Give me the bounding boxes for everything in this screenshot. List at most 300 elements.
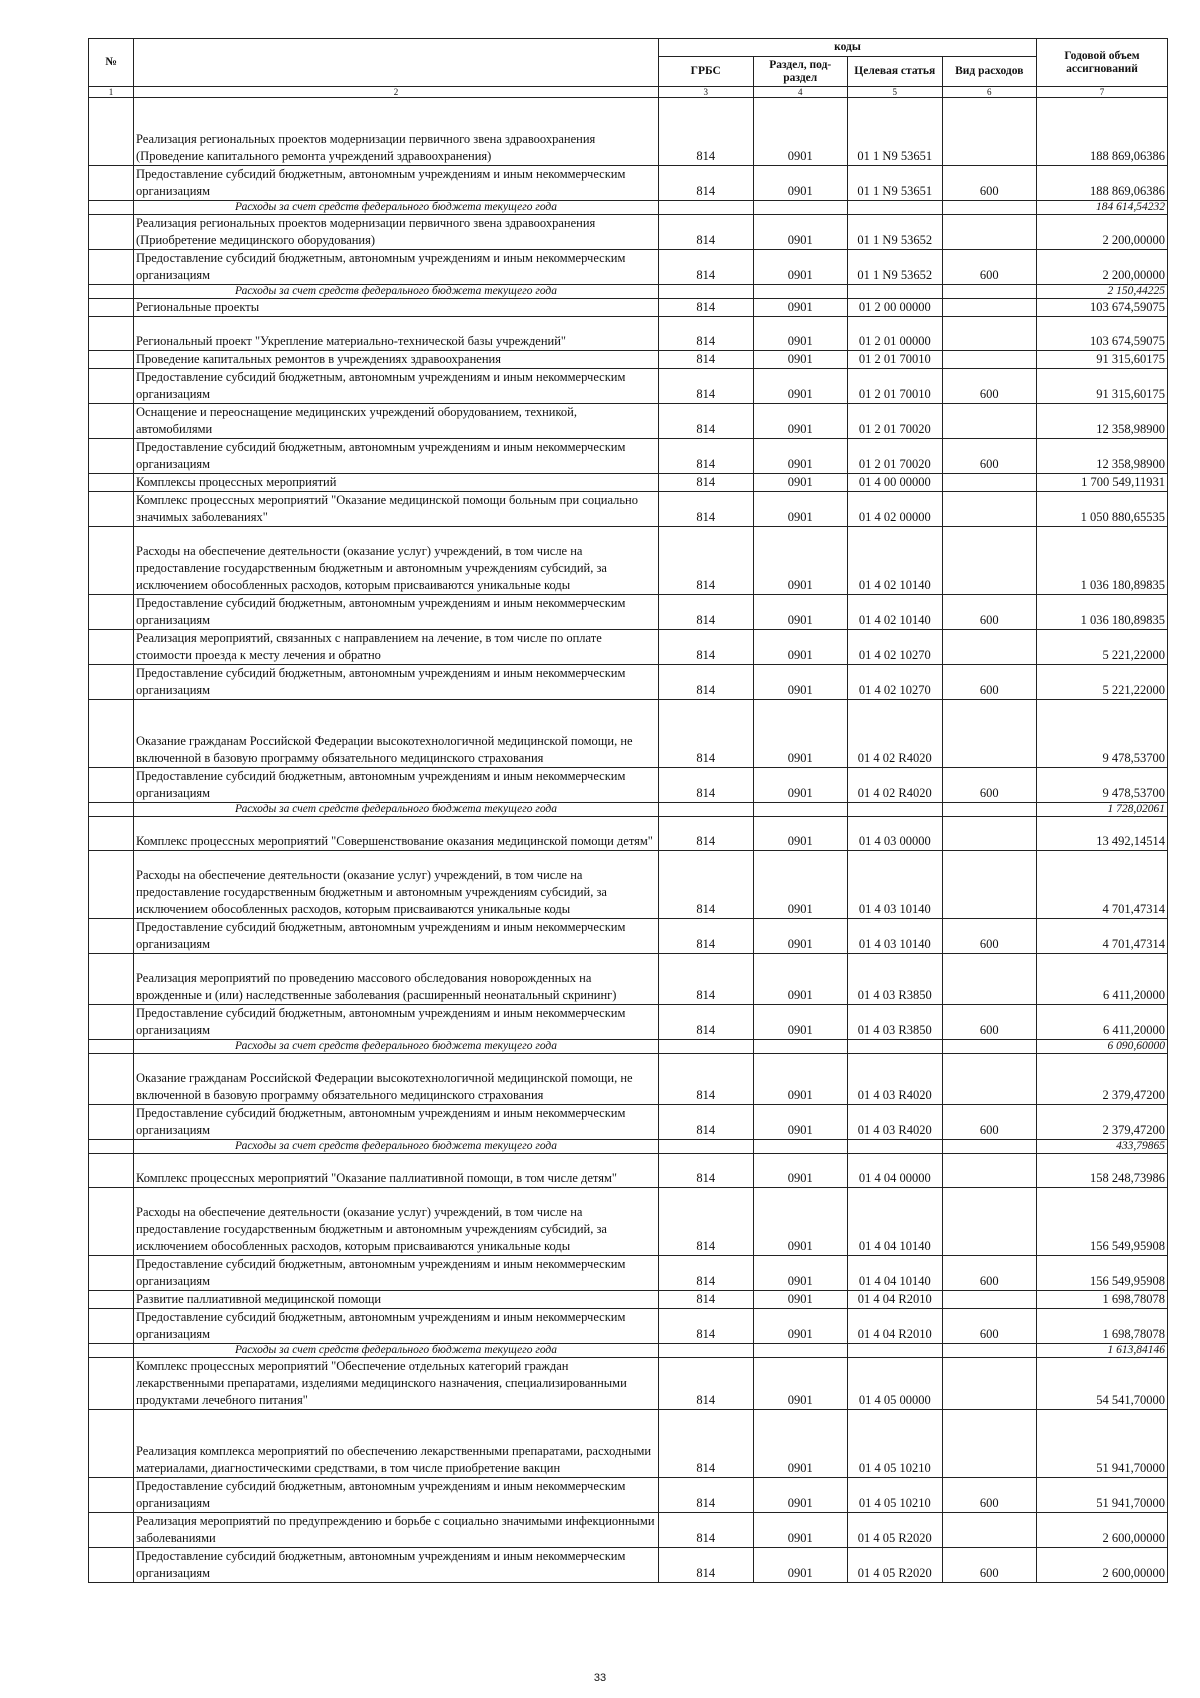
row-type-cell	[942, 954, 1037, 1005]
row-amount-cell: 156 549,95908	[1037, 1256, 1168, 1291]
row-grbs-cell: 814	[659, 369, 754, 404]
row-amount-cell: 1 613,84146	[1037, 1344, 1168, 1358]
row-target-cell: 01 4 04 00000	[848, 1154, 943, 1188]
row-type-cell	[942, 492, 1037, 527]
row-amount-cell: 2 600,00000	[1037, 1513, 1168, 1548]
row-section-cell: 0901	[753, 1309, 848, 1344]
table-row	[89, 1291, 1168, 1309]
row-grbs-cell: 814	[659, 1410, 754, 1478]
col-num-6: 6	[942, 87, 1037, 98]
row-number-cell	[89, 1410, 134, 1478]
row-section-cell: 0901	[753, 474, 848, 492]
row-target-cell: 01 4 02 10270	[848, 665, 943, 700]
row-section-cell	[753, 1344, 848, 1358]
row-target-cell: 01 4 03 R4020	[848, 1054, 943, 1105]
row-amount-cell: 2 200,00000	[1037, 250, 1168, 285]
header-num: №	[89, 39, 134, 87]
row-grbs-cell: 814	[659, 630, 754, 665]
row-number-cell	[89, 474, 134, 492]
row-grbs-cell	[659, 201, 754, 215]
row-number-cell	[89, 803, 134, 817]
row-grbs-cell	[659, 1140, 754, 1154]
row-target-cell: 01 2 01 70020	[848, 439, 943, 474]
row-section-cell: 0901	[753, 768, 848, 803]
row-amount-cell: 5 221,22000	[1037, 665, 1168, 700]
row-name-cell: Расходы за счет средств федерального бюджета текущего года	[134, 803, 659, 817]
table-row	[89, 1256, 1168, 1291]
header-type: Вид расходов	[942, 57, 1037, 87]
row-type-cell: 600	[942, 768, 1037, 803]
row-target-cell	[848, 803, 943, 817]
row-amount-cell: 188 869,06386	[1037, 166, 1168, 201]
row-type-cell	[942, 1040, 1037, 1054]
col-num-1: 1	[89, 87, 134, 98]
row-name-cell: Расходы за счет средств федерального бюджета текущего года	[134, 1140, 659, 1154]
row-type-cell	[942, 474, 1037, 492]
table-row	[89, 595, 1168, 630]
row-name-cell: Расходы на обеспечение деятельности (оказание услуг) учреждений, в том числе на предоставление государственным бюджетным и автономным учреждениям субсидий, за исключением обособленных расходов, которым присваиваются уникальные коды	[134, 851, 659, 919]
row-target-cell	[848, 285, 943, 299]
table-row	[89, 700, 1168, 768]
row-section-cell: 0901	[753, 1054, 848, 1105]
row-name-cell: Реализация мероприятий по проведению массового обследования новорожденных на врожденные и (или) наследственные заболевания (расширенный неонатальный скрининг)	[134, 954, 659, 1005]
row-grbs-cell: 814	[659, 1309, 754, 1344]
row-amount-cell: 6 090,60000	[1037, 1040, 1168, 1054]
header-name-blank	[134, 39, 659, 87]
table-row	[89, 439, 1168, 474]
row-grbs-cell: 814	[659, 1291, 754, 1309]
row-number-cell	[89, 215, 134, 250]
row-grbs-cell: 814	[659, 492, 754, 527]
col-num-3: 3	[659, 87, 754, 98]
row-amount-cell: 5 221,22000	[1037, 630, 1168, 665]
col-num-5: 5	[848, 87, 943, 98]
row-target-cell: 01 4 03 10140	[848, 919, 943, 954]
budget-table	[88, 38, 1168, 1583]
row-target-cell: 01 1 N9 53652	[848, 215, 943, 250]
row-name-cell: Предоставление субсидий бюджетным, автономным учреждениям и иным некоммерческим организациям	[134, 369, 659, 404]
row-grbs-cell: 814	[659, 299, 754, 317]
row-section-cell	[753, 201, 848, 215]
row-number-cell	[89, 1548, 134, 1583]
row-type-cell: 600	[942, 1105, 1037, 1140]
row-type-cell	[942, 817, 1037, 851]
row-amount-cell: 1 698,78078	[1037, 1309, 1168, 1344]
row-grbs-cell	[659, 803, 754, 817]
row-name-cell: Предоставление субсидий бюджетным, автономным учреждениям и иным некоммерческим организациям	[134, 1256, 659, 1291]
federal-budget-row	[89, 1040, 1168, 1054]
header-grbs: ГРБС	[659, 57, 754, 87]
row-section-cell: 0901	[753, 851, 848, 919]
row-section-cell: 0901	[753, 1358, 848, 1410]
row-section-cell	[753, 1040, 848, 1054]
row-number-cell	[89, 768, 134, 803]
table-row	[89, 665, 1168, 700]
row-grbs-cell: 814	[659, 1188, 754, 1256]
row-grbs-cell: 814	[659, 98, 754, 166]
row-section-cell: 0901	[753, 1256, 848, 1291]
table-row	[89, 1513, 1168, 1548]
row-name-cell: Предоставление субсидий бюджетным, автономным учреждениям и иным некоммерческим организациям	[134, 1309, 659, 1344]
table-row	[89, 250, 1168, 285]
table-row	[89, 1478, 1168, 1513]
row-type-cell: 600	[942, 250, 1037, 285]
row-grbs-cell: 814	[659, 250, 754, 285]
row-number-cell	[89, 851, 134, 919]
row-name-cell: Реализация комплекса мероприятий по обеспечению лекарственными препаратами, расходными материалами, диагностическими средствами, в том числе приобретение вакцин	[134, 1410, 659, 1478]
row-section-cell: 0901	[753, 817, 848, 851]
row-target-cell: 01 4 02 R4020	[848, 768, 943, 803]
row-name-cell: Предоставление субсидий бюджетным, автономным учреждениям и иным некоммерческим организациям	[134, 1005, 659, 1040]
row-type-cell: 600	[942, 439, 1037, 474]
row-type-cell: 600	[942, 1548, 1037, 1583]
row-number-cell	[89, 317, 134, 351]
row-number-cell	[89, 299, 134, 317]
row-type-cell	[942, 351, 1037, 369]
row-type-cell: 600	[942, 369, 1037, 404]
row-section-cell: 0901	[753, 1154, 848, 1188]
row-name-cell: Предоставление субсидий бюджетным, автономным учреждениям и иным некоммерческим организациям	[134, 1105, 659, 1140]
row-amount-cell: 433,79865	[1037, 1140, 1168, 1154]
row-amount-cell: 184 614,54232	[1037, 201, 1168, 215]
row-section-cell: 0901	[753, 492, 848, 527]
row-amount-cell: 2 379,47200	[1037, 1105, 1168, 1140]
row-name-cell: Расходы за счет средств федерального бюджета текущего года	[134, 1040, 659, 1054]
row-section-cell: 0901	[753, 665, 848, 700]
row-name-cell: Предоставление субсидий бюджетным, автономным учреждениям и иным некоммерческим организациям	[134, 1548, 659, 1583]
row-name-cell: Предоставление субсидий бюджетным, автономным учреждениям и иным некоммерческим организациям	[134, 595, 659, 630]
row-target-cell: 01 4 05 10210	[848, 1410, 943, 1478]
row-number-cell	[89, 201, 134, 215]
row-amount-cell: 1 036 180,89835	[1037, 595, 1168, 630]
row-section-cell: 0901	[753, 1513, 848, 1548]
row-target-cell: 01 4 05 10210	[848, 1478, 943, 1513]
table-row	[89, 1005, 1168, 1040]
row-amount-cell: 103 674,59075	[1037, 317, 1168, 351]
row-grbs-cell: 814	[659, 317, 754, 351]
federal-budget-row	[89, 1140, 1168, 1154]
row-target-cell: 01 4 04 10140	[848, 1256, 943, 1291]
row-section-cell: 0901	[753, 439, 848, 474]
row-grbs-cell: 814	[659, 1005, 754, 1040]
row-grbs-cell: 814	[659, 1478, 754, 1513]
table-row	[89, 1548, 1168, 1583]
table-row	[89, 299, 1168, 317]
row-section-cell: 0901	[753, 1291, 848, 1309]
row-section-cell: 0901	[753, 700, 848, 768]
row-grbs-cell: 814	[659, 1054, 754, 1105]
row-number-cell	[89, 1256, 134, 1291]
row-name-cell: Реализация региональных проектов модернизации первичного звена здравоохранения (Проведение капитального ремонта учреждений здравоохранения)	[134, 98, 659, 166]
row-target-cell: 01 1 N9 53652	[848, 250, 943, 285]
table-row	[89, 1358, 1168, 1410]
row-name-cell: Развитие паллиативной медицинской помощи	[134, 1291, 659, 1309]
row-section-cell: 0901	[753, 1548, 848, 1583]
row-name-cell: Реализация мероприятий, связанных с направлением на лечение, в том числе по оплате стоимости проезда к месту лечения и обратно	[134, 630, 659, 665]
row-number-cell	[89, 250, 134, 285]
table-row	[89, 1054, 1168, 1105]
row-type-cell	[942, 1154, 1037, 1188]
header-section: Раздел, под-раздел	[753, 57, 848, 87]
row-section-cell: 0901	[753, 954, 848, 1005]
row-grbs-cell: 814	[659, 166, 754, 201]
row-amount-cell: 91 315,60175	[1037, 369, 1168, 404]
table-row	[89, 317, 1168, 351]
row-amount-cell: 103 674,59075	[1037, 299, 1168, 317]
table-row	[89, 919, 1168, 954]
row-grbs-cell	[659, 285, 754, 299]
federal-budget-row	[89, 285, 1168, 299]
row-number-cell	[89, 1005, 134, 1040]
row-number-cell	[89, 492, 134, 527]
row-grbs-cell: 814	[659, 215, 754, 250]
row-number-cell	[89, 1309, 134, 1344]
row-name-cell: Расходы на обеспечение деятельности (оказание услуг) учреждений, в том числе на предоставление государственным бюджетным и автономным учреждениям субсидий, за исключением обособленных расходов, которым присваиваются уникальные коды	[134, 1188, 659, 1256]
row-amount-cell: 91 315,60175	[1037, 351, 1168, 369]
row-target-cell: 01 1 N9 53651	[848, 98, 943, 166]
row-target-cell	[848, 1140, 943, 1154]
row-grbs-cell: 814	[659, 1256, 754, 1291]
row-grbs-cell: 814	[659, 700, 754, 768]
row-amount-cell: 2 150,44225	[1037, 285, 1168, 299]
row-section-cell: 0901	[753, 351, 848, 369]
row-name-cell: Проведение капитальных ремонтов в учреждениях здравоохранения	[134, 351, 659, 369]
row-section-cell: 0901	[753, 250, 848, 285]
row-target-cell: 01 4 02 10140	[848, 527, 943, 595]
row-number-cell	[89, 630, 134, 665]
row-number-cell	[89, 1291, 134, 1309]
table-row	[89, 851, 1168, 919]
table-row	[89, 1188, 1168, 1256]
row-section-cell: 0901	[753, 98, 848, 166]
row-grbs-cell: 814	[659, 351, 754, 369]
row-type-cell: 600	[942, 1256, 1037, 1291]
page-number: 33	[593, 1672, 607, 1684]
budget-table-body	[89, 39, 1168, 1583]
row-number-cell	[89, 665, 134, 700]
row-amount-cell: 51 941,70000	[1037, 1410, 1168, 1478]
row-number-cell	[89, 439, 134, 474]
row-type-cell	[942, 1188, 1037, 1256]
row-target-cell: 01 4 04 10140	[848, 1188, 943, 1256]
federal-budget-row	[89, 803, 1168, 817]
row-amount-cell: 12 358,98900	[1037, 439, 1168, 474]
row-section-cell: 0901	[753, 919, 848, 954]
row-target-cell: 01 4 02 10140	[848, 595, 943, 630]
row-type-cell	[942, 1344, 1037, 1358]
row-number-cell	[89, 1154, 134, 1188]
table-row	[89, 768, 1168, 803]
row-type-cell	[942, 803, 1037, 817]
row-grbs-cell: 814	[659, 665, 754, 700]
row-name-cell: Предоставление субсидий бюджетным, автономным учреждениям и иным некоммерческим организациям	[134, 439, 659, 474]
row-target-cell	[848, 1344, 943, 1358]
row-target-cell	[848, 201, 943, 215]
row-name-cell: Комплекс процессных мероприятий "Обеспечение отдельных категорий граждан лекарственными препаратами, изделиями медицинского назначения, специализированными продуктами лечебного питания"	[134, 1358, 659, 1410]
row-name-cell: Региональный проект "Укрепление материально-технической базы учреждений"	[134, 317, 659, 351]
row-name-cell: Расходы за счет средств федерального бюджета текущего года	[134, 285, 659, 299]
row-name-cell: Реализация региональных проектов модернизации первичного звена здравоохранения (Приобретение медицинского оборудования)	[134, 215, 659, 250]
row-grbs-cell: 814	[659, 817, 754, 851]
row-amount-cell: 1 698,78078	[1037, 1291, 1168, 1309]
row-section-cell: 0901	[753, 369, 848, 404]
row-type-cell	[942, 1410, 1037, 1478]
row-target-cell: 01 2 01 70020	[848, 404, 943, 439]
row-number-cell	[89, 1344, 134, 1358]
row-amount-cell: 4 701,47314	[1037, 919, 1168, 954]
row-section-cell: 0901	[753, 1005, 848, 1040]
row-name-cell: Предоставление субсидий бюджетным, автономным учреждениям и иным некоммерческим организациям	[134, 665, 659, 700]
row-grbs-cell: 814	[659, 919, 754, 954]
row-target-cell: 01 4 02 10270	[848, 630, 943, 665]
row-number-cell	[89, 700, 134, 768]
row-grbs-cell: 814	[659, 474, 754, 492]
row-name-cell: Комплексы процессных мероприятий	[134, 474, 659, 492]
row-target-cell: 01 4 05 R2020	[848, 1548, 943, 1583]
row-number-cell	[89, 919, 134, 954]
table-row	[89, 98, 1168, 166]
row-grbs-cell	[659, 1344, 754, 1358]
row-section-cell: 0901	[753, 299, 848, 317]
row-type-cell: 600	[942, 665, 1037, 700]
row-name-cell: Комплекс процессных мероприятий "Оказание медицинской помощи больным при социально значимых заболеваниях"	[134, 492, 659, 527]
table-row	[89, 166, 1168, 201]
row-grbs-cell: 814	[659, 851, 754, 919]
row-number-cell	[89, 1188, 134, 1256]
row-type-cell	[942, 851, 1037, 919]
row-number-cell	[89, 1358, 134, 1410]
row-target-cell: 01 2 01 70010	[848, 369, 943, 404]
row-amount-cell: 2 200,00000	[1037, 215, 1168, 250]
row-grbs-cell: 814	[659, 1154, 754, 1188]
row-target-cell: 01 2 00 00000	[848, 299, 943, 317]
row-target-cell: 01 4 05 00000	[848, 1358, 943, 1410]
row-amount-cell: 9 478,53700	[1037, 700, 1168, 768]
row-name-cell: Предоставление субсидий бюджетным, автономным учреждениям и иным некоммерческим организациям	[134, 250, 659, 285]
table-row	[89, 1410, 1168, 1478]
row-number-cell	[89, 1140, 134, 1154]
row-section-cell: 0901	[753, 527, 848, 595]
row-section-cell: 0901	[753, 317, 848, 351]
col-num-4: 4	[753, 87, 848, 98]
row-amount-cell: 158 248,73986	[1037, 1154, 1168, 1188]
row-target-cell: 01 4 03 R3850	[848, 1005, 943, 1040]
row-target-cell: 01 2 01 70010	[848, 351, 943, 369]
row-amount-cell: 6 411,20000	[1037, 954, 1168, 1005]
table-row	[89, 527, 1168, 595]
row-amount-cell: 13 492,14514	[1037, 817, 1168, 851]
row-number-cell	[89, 1513, 134, 1548]
row-grbs-cell: 814	[659, 527, 754, 595]
col-num-2: 2	[134, 87, 659, 98]
row-type-cell	[942, 299, 1037, 317]
row-name-cell: Оснащение и переоснащение медицинских учреждений оборудованием, техникой, автомобилями	[134, 404, 659, 439]
table-row	[89, 817, 1168, 851]
row-number-cell	[89, 351, 134, 369]
row-grbs-cell: 814	[659, 954, 754, 1005]
row-number-cell	[89, 954, 134, 1005]
row-name-cell: Предоставление субсидий бюджетным, автономным учреждениям и иным некоммерческим организациям	[134, 919, 659, 954]
row-section-cell: 0901	[753, 1188, 848, 1256]
row-number-cell	[89, 166, 134, 201]
row-target-cell: 01 2 01 00000	[848, 317, 943, 351]
row-type-cell	[942, 1291, 1037, 1309]
row-number-cell	[89, 595, 134, 630]
row-target-cell: 01 4 02 00000	[848, 492, 943, 527]
row-target-cell: 01 4 03 00000	[848, 817, 943, 851]
row-name-cell: Предоставление субсидий бюджетным, автономным учреждениям и иным некоммерческим организациям	[134, 166, 659, 201]
row-amount-cell: 2 600,00000	[1037, 1548, 1168, 1583]
row-type-cell: 600	[942, 1005, 1037, 1040]
row-grbs-cell: 814	[659, 404, 754, 439]
table-row	[89, 369, 1168, 404]
row-type-cell	[942, 527, 1037, 595]
row-type-cell	[942, 98, 1037, 166]
row-type-cell	[942, 700, 1037, 768]
header-amount: Годовой объем ассигнований	[1037, 39, 1168, 87]
row-name-cell: Расходы за счет средств федерального бюджета текущего года	[134, 201, 659, 215]
row-target-cell: 01 4 03 R3850	[848, 954, 943, 1005]
row-type-cell	[942, 1140, 1037, 1154]
row-section-cell	[753, 803, 848, 817]
header-codes: коды	[659, 39, 1037, 57]
row-type-cell	[942, 317, 1037, 351]
row-section-cell	[753, 1140, 848, 1154]
row-amount-cell: 1 036 180,89835	[1037, 527, 1168, 595]
row-name-cell: Оказание гражданам Российской Федерации высокотехнологичной медицинской помощи, не включенной в базовую программу обязательного медицинского страхования	[134, 1054, 659, 1105]
row-amount-cell: 156 549,95908	[1037, 1188, 1168, 1256]
row-type-cell: 600	[942, 919, 1037, 954]
table-row	[89, 1105, 1168, 1140]
row-amount-cell: 9 478,53700	[1037, 768, 1168, 803]
row-target-cell: 01 4 03 R4020	[848, 1105, 943, 1140]
row-number-cell	[89, 1105, 134, 1140]
row-section-cell: 0901	[753, 166, 848, 201]
row-section-cell: 0901	[753, 404, 848, 439]
table-row	[89, 1309, 1168, 1344]
budget-table-sheet	[88, 38, 1168, 1583]
row-amount-cell: 1 700 549,11931	[1037, 474, 1168, 492]
row-number-cell	[89, 1478, 134, 1513]
row-type-cell: 600	[942, 1309, 1037, 1344]
table-row	[89, 404, 1168, 439]
row-name-cell: Предоставление субсидий бюджетным, автономным учреждениям и иным некоммерческим организациям	[134, 768, 659, 803]
row-type-cell	[942, 285, 1037, 299]
row-type-cell	[942, 215, 1037, 250]
row-target-cell	[848, 1040, 943, 1054]
row-amount-cell: 188 869,06386	[1037, 98, 1168, 166]
header-row-top	[89, 39, 1168, 57]
row-amount-cell: 1 050 880,65535	[1037, 492, 1168, 527]
row-name-cell: Расходы за счет средств федерального бюджета текущего года	[134, 1344, 659, 1358]
row-type-cell: 600	[942, 166, 1037, 201]
table-row	[89, 215, 1168, 250]
row-name-cell: Расходы на обеспечение деятельности (оказание услуг) учреждений, в том числе на предоставление государственным бюджетным и автономным учреждениям субсидий, за исключением обособленных расходов, которым присваиваются уникальные коды	[134, 527, 659, 595]
row-name-cell: Региональные проекты	[134, 299, 659, 317]
row-amount-cell: 12 358,98900	[1037, 404, 1168, 439]
row-type-cell	[942, 404, 1037, 439]
row-type-cell	[942, 201, 1037, 215]
row-type-cell	[942, 1054, 1037, 1105]
row-type-cell	[942, 630, 1037, 665]
row-grbs-cell: 814	[659, 1105, 754, 1140]
row-grbs-cell: 814	[659, 1513, 754, 1548]
row-number-cell	[89, 369, 134, 404]
row-target-cell: 01 4 04 R2010	[848, 1309, 943, 1344]
row-section-cell: 0901	[753, 1105, 848, 1140]
row-target-cell: 01 4 00 00000	[848, 474, 943, 492]
row-grbs-cell: 814	[659, 1548, 754, 1583]
